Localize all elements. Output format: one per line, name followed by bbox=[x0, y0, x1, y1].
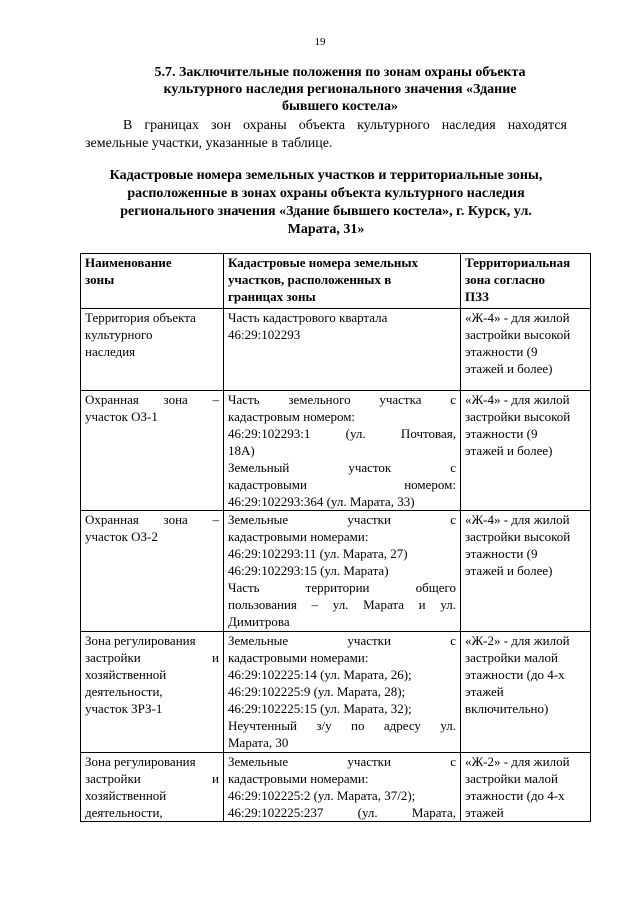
cell-line: кадастровым номером: bbox=[228, 409, 356, 424]
header-cadastral-numbers bbox=[224, 254, 461, 309]
cell-line: 46:29:102293:1 (ул. Почтовая, bbox=[228, 426, 456, 441]
header-line: Наименование bbox=[85, 255, 172, 270]
cell-line: Часть территории общего bbox=[228, 580, 456, 595]
cell-line: этажности (9 bbox=[465, 426, 538, 441]
header-line: участков, расположенных в bbox=[228, 272, 392, 287]
cell-line: культурного bbox=[85, 327, 153, 342]
cell-line: кадастровыми номером: bbox=[228, 477, 456, 492]
header-zone-name bbox=[81, 254, 224, 309]
cell-cadastral bbox=[224, 753, 461, 822]
cell-line: застройки и bbox=[85, 650, 219, 665]
header-territorial-zone bbox=[461, 254, 591, 309]
cell-line: этажей и более) bbox=[465, 443, 553, 458]
header-line: зоны bbox=[85, 272, 115, 287]
table-title-line: расположенные в зонах охраны объекта культурного наследия bbox=[127, 186, 525, 201]
table-row bbox=[81, 309, 591, 391]
cell-zone-name bbox=[81, 309, 224, 391]
cell-line: 46:29:102293:364 (ул. Марата, 33) bbox=[228, 494, 415, 509]
cell-line: 46:29:102293:11 (ул. Марата, 27) bbox=[228, 546, 408, 561]
cell-line: «Ж-2» - для жилой bbox=[465, 754, 570, 769]
cell-line: деятельности, bbox=[85, 805, 163, 820]
cell-line: этажей и более) bbox=[465, 563, 553, 578]
cell-line: застройки и bbox=[85, 771, 219, 786]
cell-line: 46:29:102225:237 (ул. Марата, bbox=[228, 805, 456, 820]
table-title-line: Марата, 31» bbox=[287, 222, 365, 237]
cell-cadastral bbox=[224, 511, 461, 632]
header-line: Территориальная bbox=[465, 255, 571, 270]
cell-line: 46:29:102293:15 (ул. Марата) bbox=[228, 563, 389, 578]
intro-line: земельные участки, указанные в таблице. bbox=[85, 136, 333, 151]
cell-line: Зона регулирования bbox=[85, 633, 196, 648]
cell-line: застройки малой bbox=[465, 650, 558, 665]
cell-territorial-zone bbox=[461, 309, 591, 391]
cell-line: застройки высокой bbox=[465, 529, 571, 544]
cell-line: Земельный участок с bbox=[228, 460, 456, 475]
table-title-line: Кадастровые номера земельных участков и территориальные зоны, bbox=[109, 168, 543, 183]
section-heading-line: 5.7. Заключительные положения по зонам охраны объекта bbox=[154, 65, 526, 80]
cell-line: участок ОЗ-1 bbox=[85, 409, 158, 424]
section-heading bbox=[130, 64, 550, 115]
page-number: 19 bbox=[314, 36, 326, 48]
table-row bbox=[81, 391, 591, 511]
table-header-row bbox=[81, 254, 591, 309]
cell-line: Земельные участки с bbox=[228, 512, 456, 527]
cell-line: Димитрова bbox=[228, 614, 290, 629]
cell-territorial-zone bbox=[461, 511, 591, 632]
cell-line: хозяйственной bbox=[85, 788, 167, 803]
cell-line: пользования – ул. Марата и ул. bbox=[228, 597, 456, 612]
cell-line: этажей bbox=[465, 805, 504, 820]
cell-line: участок ЗРЗ-1 bbox=[85, 701, 163, 716]
cell-line: 46:29:102293 bbox=[228, 327, 301, 342]
cell-territorial-zone bbox=[461, 632, 591, 753]
cell-line: Охранная зона – bbox=[85, 512, 219, 527]
cell-line: Часть кадастрового квартала bbox=[228, 310, 388, 325]
cell-line: «Ж-4» - для жилой bbox=[465, 392, 570, 407]
cell-line: 46:29:102225:2 (ул. Марата, 37/2); bbox=[228, 788, 416, 803]
cell-cadastral bbox=[224, 391, 461, 511]
section-heading-line: бывшего костела» bbox=[281, 99, 399, 114]
cell-line: 46:29:102225:9 (ул. Марата, 28); bbox=[228, 684, 406, 699]
cell-zone-name bbox=[81, 511, 224, 632]
cell-line: «Ж-2» - для жилой bbox=[465, 633, 570, 648]
cell-line: Территория объекта bbox=[85, 310, 196, 325]
header-line: ПЗЗ bbox=[465, 289, 489, 304]
cell-line: наследия bbox=[85, 344, 136, 359]
cell-line: «Ж-4» - для жилой bbox=[465, 512, 570, 527]
cell-zone-name bbox=[81, 391, 224, 511]
cell-line: Зона регулирования bbox=[85, 754, 196, 769]
header-line: границах зоны bbox=[228, 289, 316, 304]
table-row bbox=[81, 753, 591, 822]
intro-paragraph bbox=[85, 117, 567, 153]
cell-line: Земельные участки с bbox=[228, 754, 456, 769]
cell-zone-name bbox=[81, 632, 224, 753]
cell-territorial-zone bbox=[461, 391, 591, 511]
cell-line: этажности (9 bbox=[465, 546, 538, 561]
cell-line: застройки высокой bbox=[465, 409, 571, 424]
intro-line: В границах зон охраны объекта культурного наследия находятся bbox=[123, 118, 567, 133]
cell-line: включительно) bbox=[465, 701, 549, 716]
cell-line: Часть земельного участка с bbox=[228, 392, 456, 407]
cell-line: этажей bbox=[465, 684, 504, 699]
cell-line: Марата, 30 bbox=[228, 735, 289, 750]
header-line: зона согласно bbox=[465, 272, 545, 287]
cell-line: застройки высокой bbox=[465, 327, 571, 342]
cell-line: 46:29:102225:15 (ул. Марата, 32); bbox=[228, 701, 412, 716]
header-line: Кадастровые номера земельных bbox=[228, 255, 419, 270]
table-row bbox=[81, 511, 591, 632]
cell-line: Земельные участки с bbox=[228, 633, 456, 648]
cell-line: этажности (до 4-х bbox=[465, 788, 565, 803]
cell-line: Неучтенный з/у по адресу ул. bbox=[228, 718, 456, 733]
cell-line: «Ж-4» - для жилой bbox=[465, 310, 570, 325]
cell-line: хозяйственной bbox=[85, 667, 167, 682]
table-row bbox=[81, 632, 591, 753]
cell-line: этажности (до 4-х bbox=[465, 667, 565, 682]
section-heading-line: культурного наследия регионального значения «Здание bbox=[163, 82, 517, 97]
cell-zone-name bbox=[81, 753, 224, 822]
cell-line: кадастровыми номерами: bbox=[228, 529, 369, 544]
cell-cadastral bbox=[224, 632, 461, 753]
cell-line: этажей и более) bbox=[465, 361, 553, 376]
cell-line: 46:29:102225:14 (ул. Марата, 26); bbox=[228, 667, 412, 682]
cell-line: кадастровыми номерами: bbox=[228, 650, 369, 665]
table-title bbox=[85, 167, 567, 239]
table-title-line: регионального значения «Здание бывшего костела», г. Курск, ул. bbox=[120, 204, 532, 219]
cell-line: Охранная зона – bbox=[85, 392, 219, 407]
cell-line: кадастровыми номерами: bbox=[228, 771, 369, 786]
cell-line: деятельности, bbox=[85, 684, 163, 699]
cell-line: застройки малой bbox=[465, 771, 558, 786]
cell-line: 18А) bbox=[228, 443, 255, 458]
cell-cadastral bbox=[224, 309, 461, 391]
cell-territorial-zone bbox=[461, 753, 591, 822]
zones-table bbox=[80, 253, 591, 822]
cell-line: этажности (9 bbox=[465, 344, 538, 359]
cell-line: участок ОЗ-2 bbox=[85, 529, 158, 544]
